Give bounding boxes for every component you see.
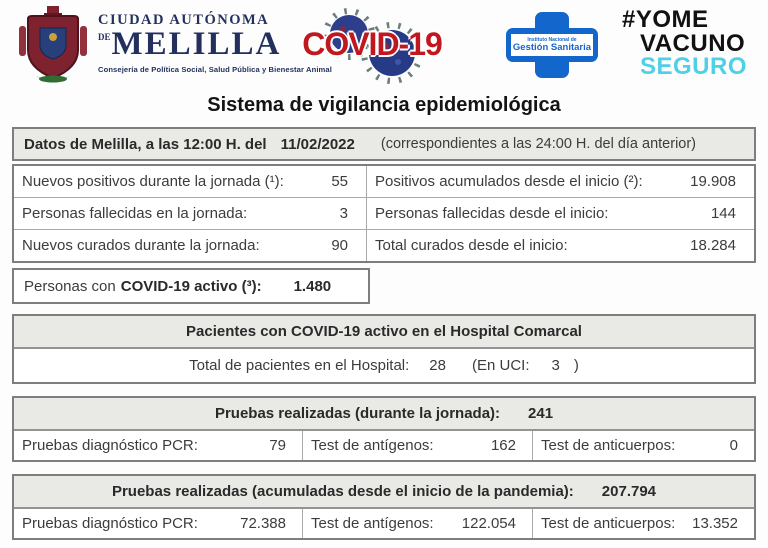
hospital-row bbox=[14, 349, 754, 382]
covid19-text: COVID-19 bbox=[302, 26, 442, 62]
date-bar bbox=[12, 127, 756, 161]
test-value: 162 bbox=[490, 437, 516, 454]
metric-value: 3 bbox=[339, 205, 348, 222]
metric-value: 19.908 bbox=[690, 173, 736, 190]
metric-label: Personas fallecidas en la jornada: bbox=[22, 205, 248, 222]
table-row bbox=[14, 197, 754, 229]
covid19-logo bbox=[296, 4, 448, 84]
summary-cell bbox=[14, 166, 367, 197]
test-value: 72.388 bbox=[240, 515, 286, 532]
metric-label: Personas fallecidas desde el inicio: bbox=[375, 205, 609, 222]
tests-daily-header bbox=[14, 398, 754, 431]
test-label: Test de antígenos: bbox=[311, 437, 434, 454]
summary-cell bbox=[367, 166, 754, 197]
melilla-de: DE bbox=[98, 32, 111, 42]
tests-daily-header-label: Pruebas realizadas (durante la jornada): bbox=[214, 405, 501, 422]
tests-total-row bbox=[14, 509, 754, 538]
melilla-line1: CIUDAD AUTÓNOMA bbox=[98, 12, 270, 28]
test-cell bbox=[532, 431, 754, 460]
summary-table bbox=[12, 164, 756, 263]
test-cell bbox=[532, 509, 754, 538]
metric-value: 144 bbox=[710, 205, 736, 222]
test-value: 13.352 bbox=[692, 515, 738, 532]
summary-cell bbox=[14, 198, 367, 229]
table-row bbox=[14, 229, 754, 261]
uci-value: 3 bbox=[551, 357, 560, 374]
test-label: Test de anticuerpos: bbox=[541, 515, 676, 532]
table-row bbox=[14, 166, 754, 197]
yome-line2: VACUNO bbox=[640, 29, 746, 57]
melilla-subtitle: Consejería de Política Social, Salud Pública y Bienestar Animal bbox=[98, 65, 332, 75]
test-value: 122.054 bbox=[461, 515, 516, 532]
metric-value: 90 bbox=[331, 237, 348, 254]
melilla-name: MELILLA bbox=[111, 26, 282, 62]
tests-daily-section bbox=[12, 396, 756, 462]
active-label: COVID-19 activo (³): bbox=[120, 277, 262, 295]
date-value: 11/02/2022 bbox=[280, 135, 355, 153]
tests-total-header-value: 207.794 bbox=[601, 483, 657, 500]
hospital-label: Total de pacientes en el Hospital: bbox=[189, 357, 410, 374]
metric-label: Positivos acumulados desde el inicio (²): bbox=[375, 173, 643, 190]
tests-total-section bbox=[12, 474, 756, 540]
tests-daily-header-value: 241 bbox=[528, 405, 554, 422]
gestion-sanitaria-logo bbox=[506, 12, 598, 78]
uci-label: (En UCI: bbox=[471, 357, 530, 374]
tests-total-header-label: Pruebas realizadas (acumuladas desde el inicio de la pandemia): bbox=[111, 483, 574, 500]
metric-value: 18.284 bbox=[690, 237, 736, 254]
test-label: Test de anticuerpos: bbox=[541, 437, 676, 454]
test-label: Test de antígenos: bbox=[311, 515, 434, 532]
yome-line1: #YOME bbox=[622, 6, 709, 33]
hospital-value: 28 bbox=[429, 357, 446, 374]
gestion-line2: Gestión Sanitaria bbox=[512, 41, 592, 53]
active-cases-box bbox=[12, 268, 370, 304]
test-cell bbox=[14, 509, 302, 538]
test-value: 79 bbox=[269, 437, 286, 454]
melilla-coat-of-arms-icon bbox=[16, 4, 90, 89]
hospital-header bbox=[14, 316, 754, 349]
metric-label: Nuevos curados durante la jornada: bbox=[22, 237, 260, 254]
yome-line3: SEGURO bbox=[640, 53, 748, 81]
header bbox=[0, 0, 768, 88]
test-cell bbox=[302, 509, 532, 538]
hospital-section bbox=[12, 314, 756, 384]
summary-cell bbox=[367, 198, 754, 229]
summary-cell bbox=[14, 230, 367, 261]
date-note: (correspondientes a las 24:00 H. del día anterior) bbox=[380, 136, 697, 152]
hospital-header-label: Pacientes con COVID-19 activo en el Hospital Comarcal bbox=[186, 323, 582, 340]
page-title: Sistema de vigilancia epidemiológica bbox=[207, 94, 561, 116]
metric-value: 55 bbox=[331, 173, 348, 190]
date-label: Datos de Melilla, a las 12:00 H. del bbox=[24, 135, 267, 153]
metric-label: Total curados desde el inicio: bbox=[375, 237, 568, 254]
active-value: 1.480 bbox=[293, 277, 332, 295]
active-prefix: Personas con bbox=[24, 277, 116, 295]
test-cell bbox=[302, 431, 532, 460]
tests-total-header bbox=[14, 476, 754, 509]
test-label: Pruebas diagnóstico PCR: bbox=[22, 515, 198, 532]
yomevacuno-logo bbox=[622, 8, 747, 79]
summary-cell bbox=[367, 230, 754, 261]
test-label: Pruebas diagnóstico PCR: bbox=[22, 437, 198, 454]
test-value: 0 bbox=[729, 437, 738, 454]
test-cell bbox=[14, 431, 302, 460]
uci-close: ) bbox=[573, 357, 579, 374]
gestion-label-band bbox=[511, 34, 593, 56]
gestion-line1: Instituto Nacional de bbox=[527, 36, 577, 43]
metric-label: Nuevos positivos durante la jornada (¹): bbox=[22, 173, 284, 190]
tests-daily-row bbox=[14, 431, 754, 460]
